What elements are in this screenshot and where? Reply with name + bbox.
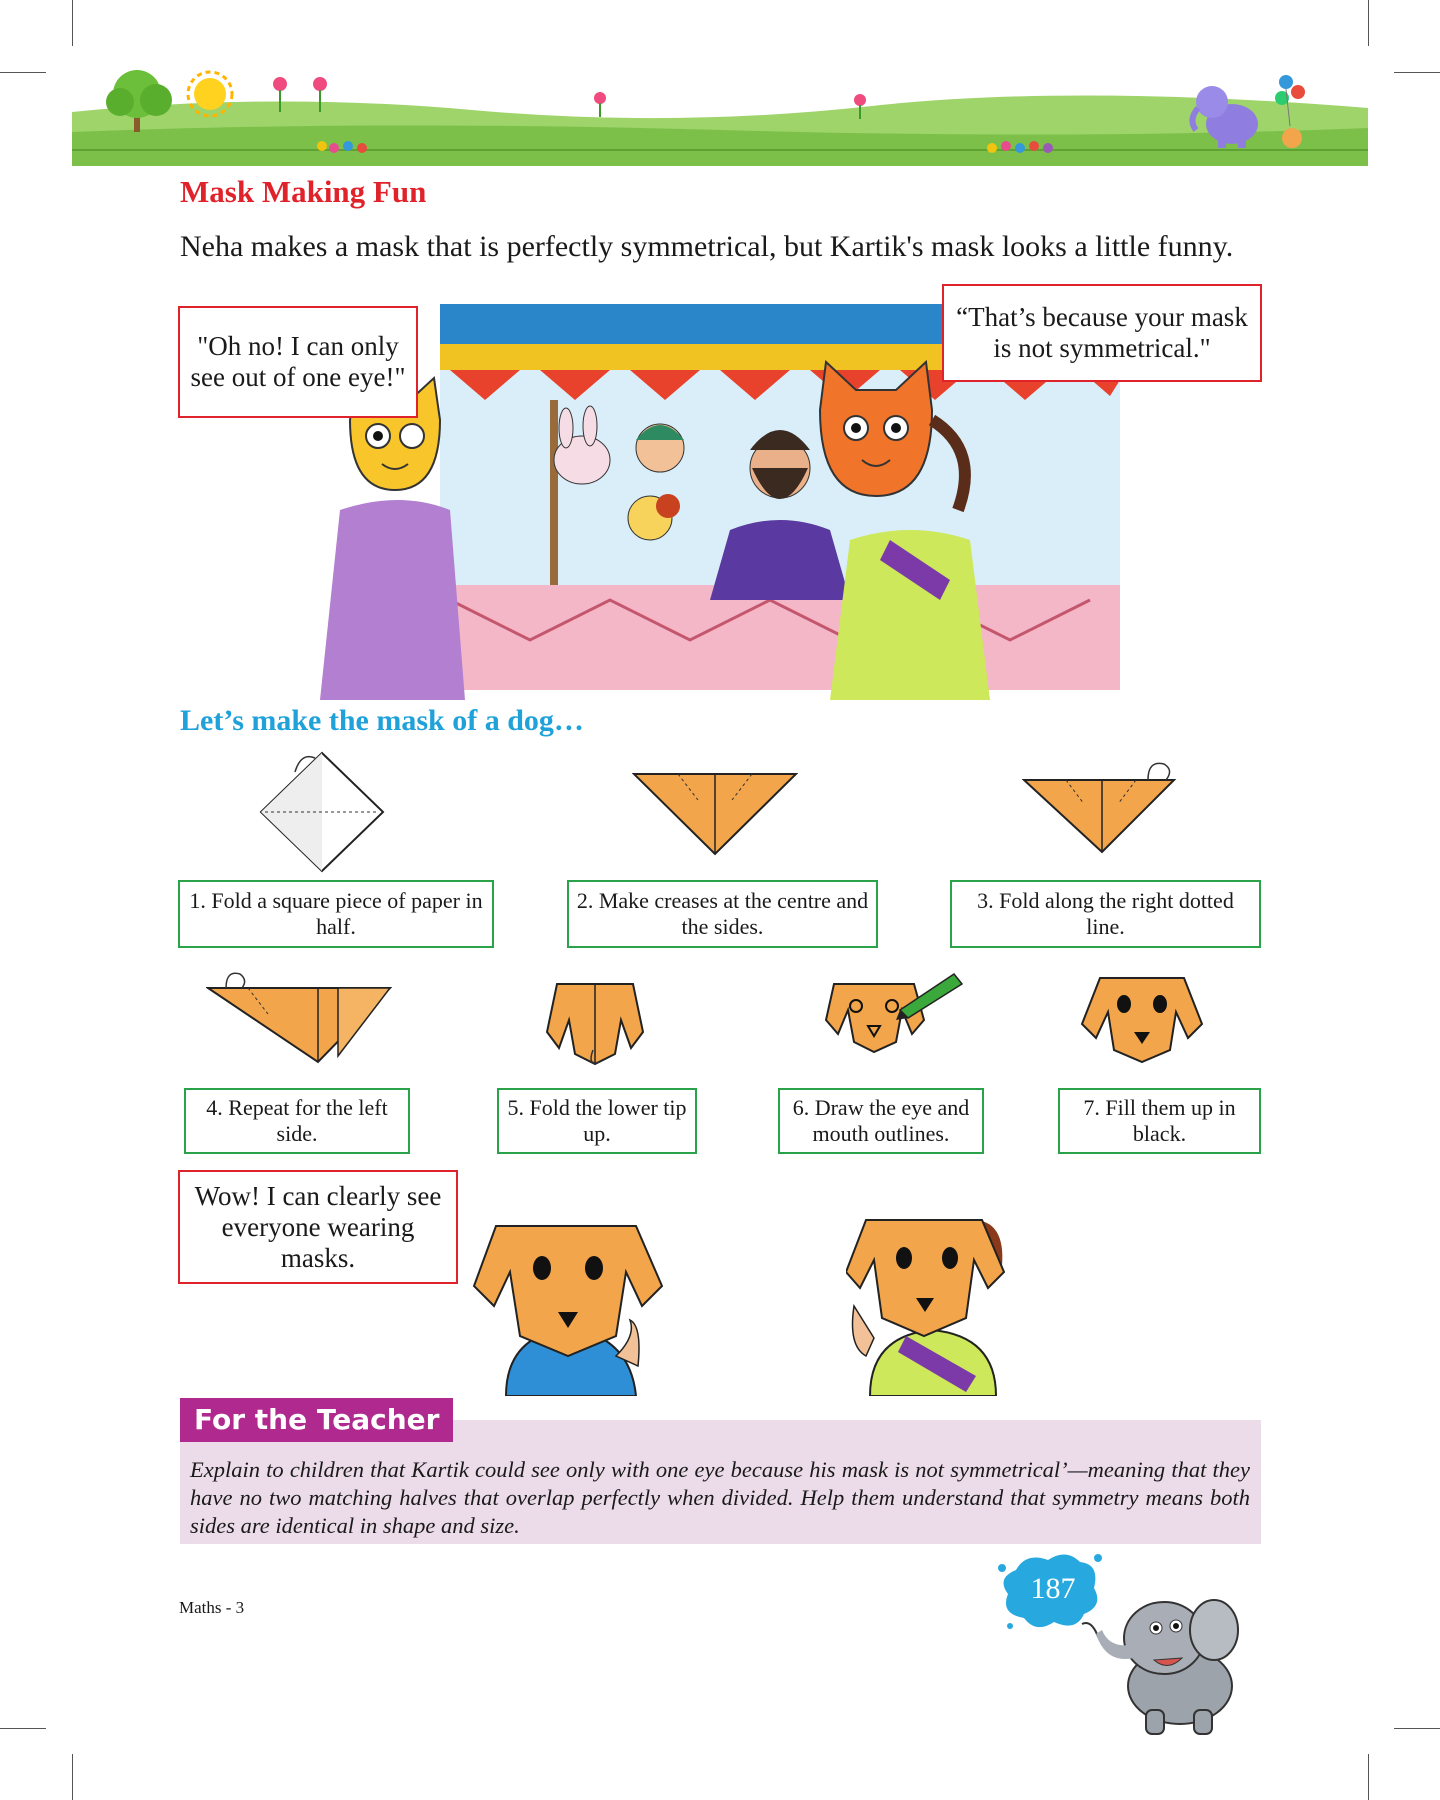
crop-mark — [72, 1754, 73, 1800]
step6-draw-face-figure — [820, 970, 966, 1056]
kartik-speech-bubble: "Oh no! I can only see out of one eye!" — [178, 306, 418, 418]
crop-mark — [1368, 0, 1369, 46]
book-name: Maths - 3 — [179, 1598, 245, 1617]
crop-mark — [0, 72, 46, 73]
teacher-note-label: For the Teacher — [180, 1398, 453, 1442]
step3-fold-right-figure — [1022, 758, 1178, 854]
page-title: Mask Making Fun — [180, 174, 427, 209]
man-mask-icon — [636, 424, 684, 472]
neha-dog-mask-figure — [846, 1206, 1016, 1396]
step4-fold-left-figure — [206, 970, 392, 1066]
step-7-caption: 7. Fill them up in black. — [1058, 1088, 1261, 1154]
step-2-caption: 2. Make creases at the centre and the sides. — [567, 880, 878, 948]
final-speech-bubble: Wow! I can clearly see everyone wearing masks. — [178, 1170, 458, 1284]
neha-speech-bubble: “That’s because your mask is not symmetrical." — [942, 284, 1262, 382]
step-4-caption: 4. Repeat for the left side. — [184, 1088, 410, 1154]
crop-mark — [72, 0, 73, 46]
intro-paragraph: Neha makes a mask that is perfectly symmetrical, but Kartik's mask looks a little funny. — [180, 230, 1234, 263]
page-number: 187 — [1030, 1572, 1076, 1605]
dog-mask-section-title: Let’s make the mask of a dog… — [180, 704, 584, 737]
step2-triangle-creases-figure — [632, 772, 798, 856]
step1-folded-square-figure — [255, 748, 390, 876]
step-5-caption: 5. Fold the lower tip up. — [497, 1088, 697, 1154]
crop-mark — [1394, 72, 1440, 73]
elephant-mascot-icon — [1076, 1574, 1252, 1740]
header-banner-illustration — [72, 62, 1368, 166]
step5-fold-lower-tip-figure — [543, 980, 647, 1066]
teacher-note-text: Explain to children that Kartik could see only with one eye because his mask is not symmetrical’—meaning that they have no two matching halves that overlap perfectly when divided. Help them understand that symmetry means both sides are identical in shape and size. — [190, 1457, 1250, 1538]
step-3-caption: 3. Fold along the right dotted line. — [950, 880, 1261, 948]
step7-filled-face-figure — [1080, 974, 1204, 1066]
crop-mark — [1394, 1728, 1440, 1729]
step-6-caption: 6. Draw the eye and mouth outlines. — [778, 1088, 984, 1154]
kartik-dog-mask-figure — [466, 1216, 670, 1396]
crop-mark — [1368, 1754, 1369, 1800]
crop-mark — [0, 1728, 46, 1729]
step-1-caption: 1. Fold a square piece of paper in half. — [178, 880, 494, 948]
